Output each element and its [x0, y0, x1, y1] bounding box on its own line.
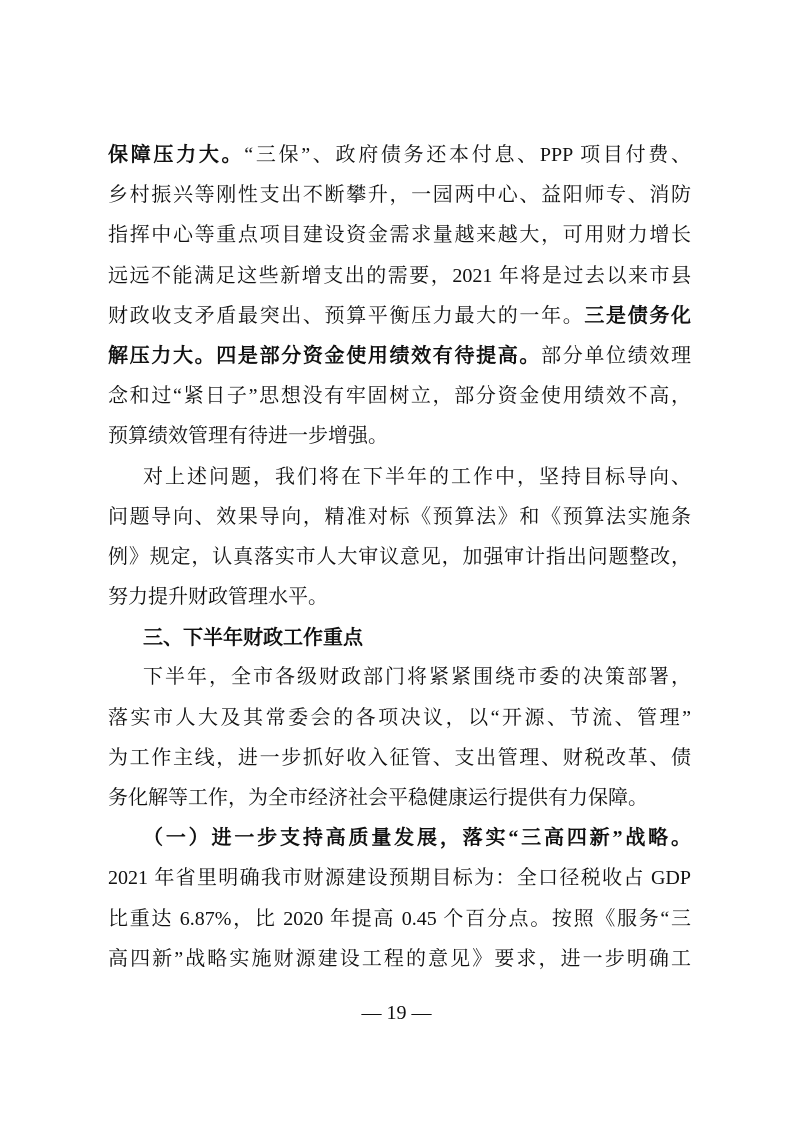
text: 努力提升财政管理水平。 — [108, 586, 328, 609]
text: 乡村振兴等刚性支出不断攀升，一园两中心、益阳师专、消防 — [108, 184, 691, 207]
paragraph — [108, 135, 691, 457]
text: 例》规定，认真落实市人大审议意见，加强审计指出问题整改， — [108, 545, 691, 568]
text-line — [108, 457, 691, 497]
text-line — [108, 939, 691, 979]
text-line — [108, 858, 691, 898]
text: 对上述问题，我们将在下半年的工作中，坚持目标导向、 — [143, 465, 691, 488]
page-number: — 19 — — [361, 1002, 432, 1024]
paragraph — [108, 457, 691, 618]
paragraph — [108, 818, 691, 979]
document-body — [108, 135, 691, 979]
text: 务化解等工作，为全市经济社会平稳健康运行提供有力保障。 — [108, 787, 648, 809]
text: 指挥中心等重点项目建设资金需求量越来越大，可用财力增长 — [108, 224, 691, 247]
text-line — [108, 778, 691, 818]
text-line — [108, 215, 691, 255]
text-line — [108, 416, 691, 456]
text: 比重达 6.87%，比 2020 年提高 0.45 个百分点。按照《服务“三 — [108, 907, 691, 930]
text: 高四新”战略实施财源建设工程的意见》要求，进一步明确工 — [108, 947, 691, 970]
text-line — [108, 617, 691, 657]
text-line — [108, 336, 691, 376]
text: 预算绩效管理有待进一步增强。 — [108, 425, 388, 448]
bold-text: 保障压力大。 — [108, 144, 245, 166]
text: 远远不能满足这些新增支出的需要，2021 年将是过去以来市县 — [108, 264, 691, 287]
text-line — [108, 738, 691, 778]
text-line — [108, 175, 691, 215]
bold-text: （一）进一步支持高质量发展，落实“三高四新”战略。 — [143, 827, 691, 850]
text: 问题导向、效果导向，精准对标《预算法》和《预算法实施条 — [108, 505, 691, 528]
section-heading — [108, 617, 691, 657]
text-line — [108, 657, 691, 697]
text-line — [108, 135, 691, 175]
text: 落实市人大及其常委会的各项决议，以“开源、节流、管理” — [108, 706, 691, 729]
text-line — [108, 537, 691, 577]
text-line — [108, 698, 691, 738]
paragraph — [108, 657, 691, 818]
text: 念和过“紧日子”思想没有牢固树立，部分资金使用绩效不高， — [108, 385, 691, 408]
text-line — [108, 376, 691, 416]
text: 为工作主线，进一步抓好收入征管、支出管理、财税改革、债 — [108, 746, 691, 769]
text: 下半年，全市各级财政部门将紧紧围绕市委的决策部署， — [143, 666, 691, 689]
text-line — [108, 497, 691, 537]
text-line — [108, 256, 691, 296]
bold-text: 三、下半年财政工作重点 — [143, 625, 363, 650]
text-line — [108, 899, 691, 939]
text: 2021 年省里明确我市财源建设预期目标为：全口径税收占 GDP — [108, 867, 691, 890]
text-line — [108, 577, 691, 617]
bold-text: 三是债务化 — [584, 304, 692, 327]
text-line — [108, 296, 691, 336]
text: “三保”、政府债务还本付息、PPP 项目付费、 — [244, 144, 691, 166]
text: 财政收支矛盾最突出、预算平衡压力最大的一年。 — [108, 304, 585, 327]
bold-text: 解压力大。四是部分资金使用绩效有待提高。 — [108, 344, 542, 367]
text-line — [108, 818, 691, 858]
text: 部分单位绩效理 — [541, 344, 692, 367]
